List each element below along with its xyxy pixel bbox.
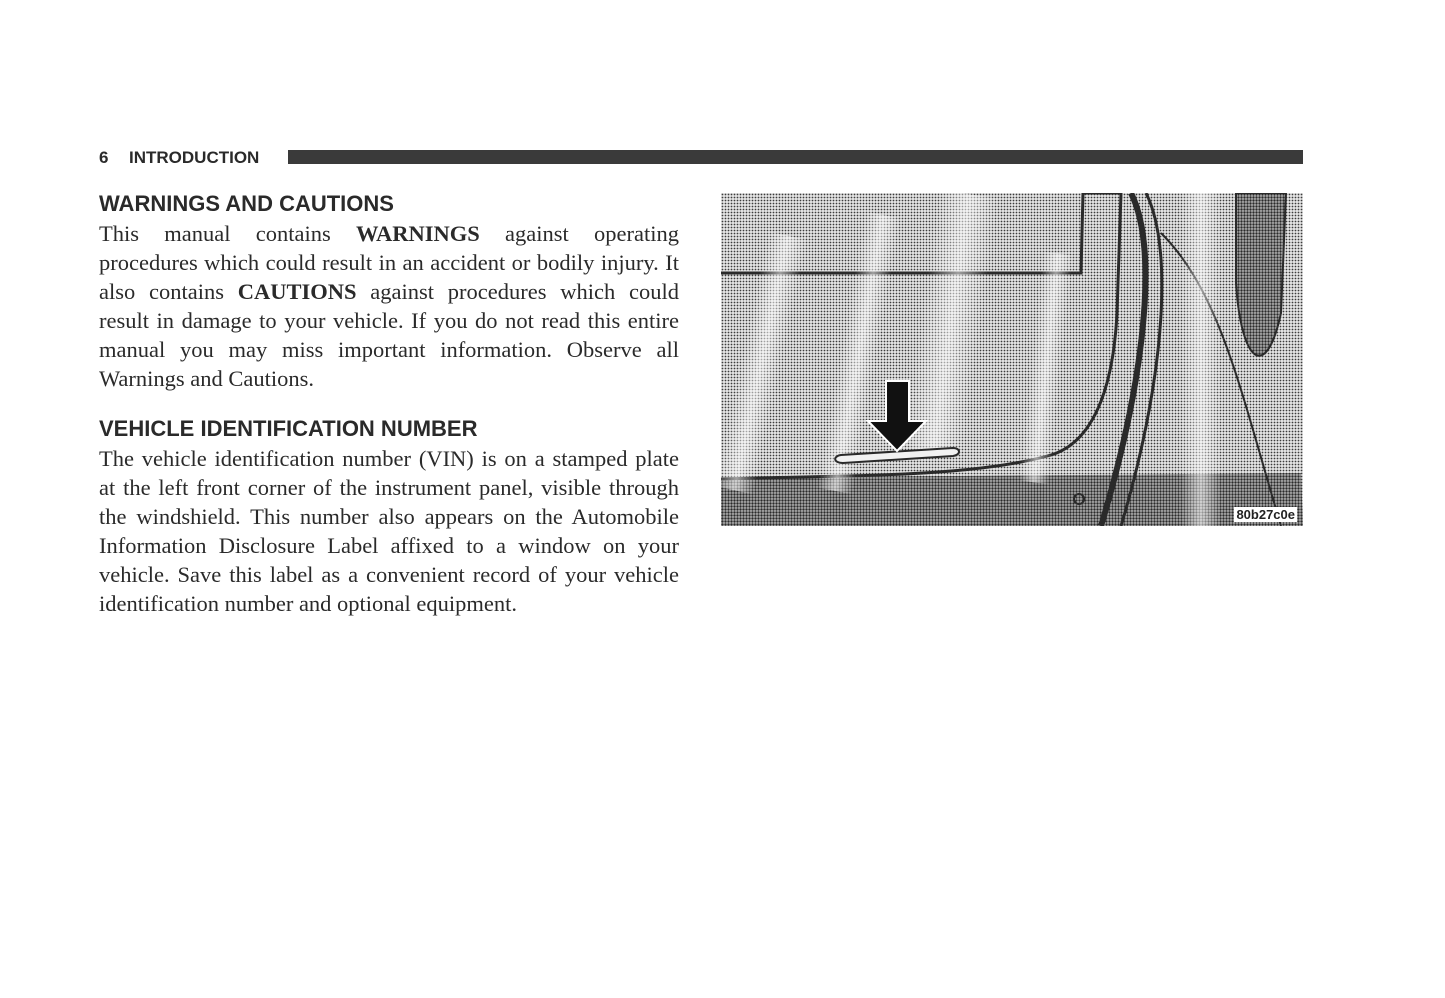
illustration-drawing xyxy=(721,193,1303,526)
page-number: 6 xyxy=(99,148,109,167)
figure-id: 80b27c0e xyxy=(1236,507,1295,522)
header-rule xyxy=(288,150,1303,164)
vin-paragraph: The vehicle identification number (VIN) is on a stamped plate at the left front corner of the instrument panel, visible through the windshield. This number also appears on the Automobile Information Disclosure Label affixed to a window on your vehicle. Save this label as a convenient record of your vehicle identification number and optional equipment. xyxy=(99,446,679,616)
text-column xyxy=(99,189,679,618)
page-header xyxy=(99,147,1303,169)
cautions-term: CAUTIONS xyxy=(237,279,357,304)
warnings-term: WARNINGS xyxy=(356,221,480,246)
warnings-paragraph: This manual contains WARNINGS against operating procedures which could result in an accident or bodily injury. It also contains CAUTIONS against procedures which could result in damage to your vehicle. If you do not read this entire manual you may miss important information. Observe all Warnings and Cautions. xyxy=(99,221,679,391)
section-title: INTRODUCTION xyxy=(129,148,260,167)
warnings-heading: WARNINGS AND CAUTIONS xyxy=(99,191,394,216)
vin-plate-illustration xyxy=(721,193,1303,526)
vin-heading: VEHICLE IDENTIFICATION NUMBER xyxy=(99,416,478,441)
